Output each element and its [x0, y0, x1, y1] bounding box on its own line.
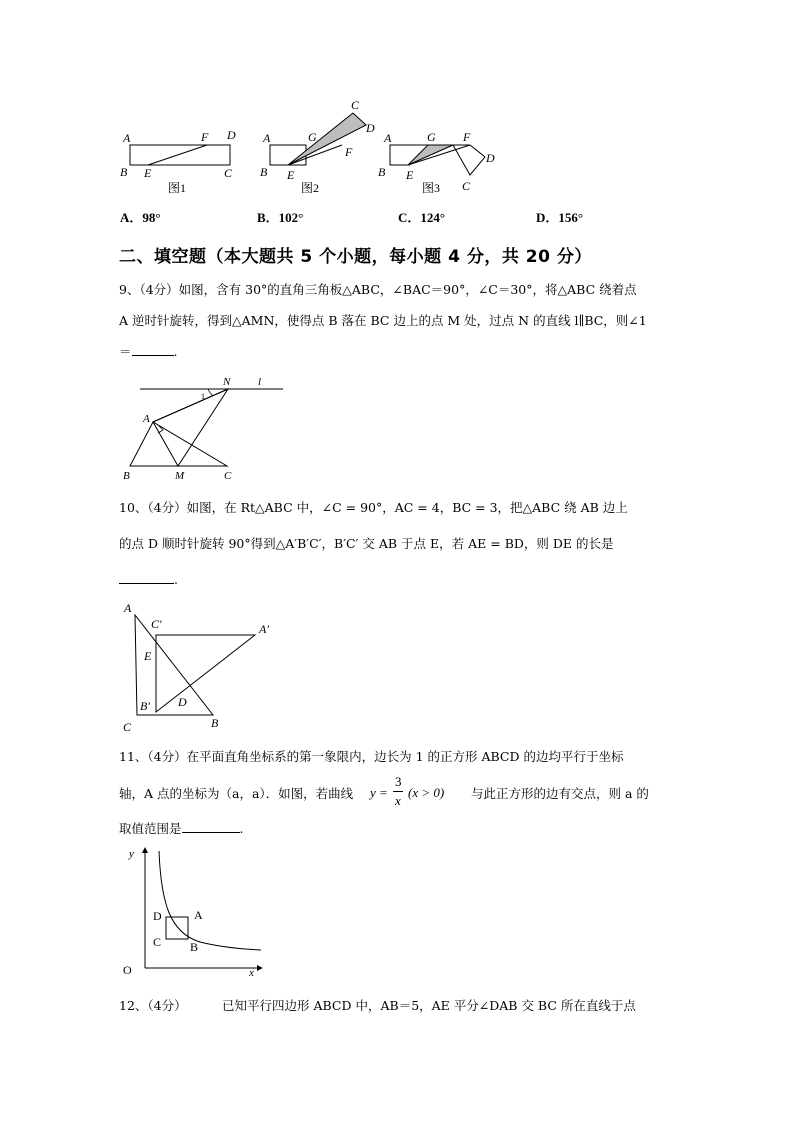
q8-option-c-letter: C． [398, 210, 421, 225]
q11-line-3 [119, 819, 244, 838]
q10-line-1: 10、（4分）如图，在 Rt△ABC 中，∠C = 90°，AC = 4，BC = 3，把△ABC 绕 AB 边上 [119, 500, 628, 515]
fig1-label-d: D [227, 128, 236, 142]
q11-formula-numerator: 3 [395, 774, 402, 789]
fig3-label-e: E [406, 168, 414, 182]
q11-period: . [239, 821, 244, 836]
q8-figure-1 [120, 128, 236, 195]
fig2-label-g: G [308, 130, 317, 144]
q11-label-d: D [153, 909, 162, 923]
fig1-label-f: F [201, 130, 209, 144]
q10-label-d: D [178, 695, 187, 709]
q11-label-a: A [194, 908, 203, 922]
q8-option-b-letter: B． [257, 210, 279, 225]
q9-label-n: N [223, 376, 231, 388]
q10-period: . [174, 572, 178, 587]
q10-label-e: E [144, 649, 152, 663]
q12-text: 已知平行四边形 ABCD 中，AB＝5，AE 平分∠DAB 交 BC 所在直线于点 [222, 998, 636, 1013]
q9-label-m: M [175, 470, 185, 482]
q9-label-b: B [123, 470, 130, 482]
q11-line-2-b: 与此正方形的边有交点，则 a 的 [471, 786, 649, 801]
q9-answer-blank[interactable] [132, 342, 174, 356]
q8-figure-2 [260, 98, 375, 195]
q12-number: 12、（4分） [119, 998, 187, 1013]
q11-label-b: B [190, 940, 199, 954]
fig2-label-c: C [351, 98, 360, 112]
q10-line-2: 的点 D 顺时针旋转 90°得到△A′B′C′，B′C′ 交 AB 于点 E，若 AE = BD，则 DE 的长是 [119, 536, 614, 551]
q8-option-a-letter: A． [120, 210, 143, 225]
q8-option-c [398, 207, 445, 226]
fig3-caption: 图3 [422, 181, 441, 195]
q11-axis-y-label: y [129, 848, 134, 860]
q8-option-d-letter: D． [536, 210, 559, 225]
q11-line-2-a: 轴，A 点的坐标为（a，a）．如图，若曲线 [119, 786, 354, 801]
q9-period: . [173, 344, 178, 359]
q9-label-a: A [143, 413, 150, 425]
q11-formula-denominator: x [395, 793, 401, 808]
q10-label-b: B [211, 716, 219, 730]
q10-label-c-prime: C′ [151, 617, 162, 631]
q9-figure [115, 372, 295, 484]
q8-option-d [536, 207, 583, 226]
fig3-label-g: G [427, 130, 436, 144]
fig2-label-b: B [260, 165, 268, 179]
q10-answer-blank[interactable] [119, 570, 174, 584]
fig1-label-a: A [123, 131, 131, 145]
q10-line-3 [119, 570, 178, 589]
section-2-title: 二、填空题（本大题共 5 个小题，每小题 4 分，共 20 分） [119, 247, 592, 267]
q8-option-c-value: 124° [420, 210, 446, 225]
q9-line-3 [119, 342, 178, 361]
fig3-label-f: F [463, 130, 471, 144]
q8-option-b [257, 207, 303, 226]
fig1-label-b: B [120, 165, 128, 179]
q9-label-c: C [224, 470, 232, 482]
q8-figure-3 [378, 130, 495, 195]
fig1-caption: 图1 [168, 181, 187, 195]
q8-option-a-value: 98° [142, 210, 161, 225]
q9-line-2: A 逆时针旋转，得到△AMN，使得点 B 落在 BC 边上的点 M 处，过点 N 的直线 l∥BC，则∠1 [119, 313, 647, 328]
q8-option-a [120, 207, 161, 226]
q9-line-1: 9、（4分）如图，含有 30°的直角三角板△ABC，∠BAC＝90°，∠C＝30°，将△ABC 绕着点 [119, 282, 637, 297]
q11-answer-blank[interactable] [182, 819, 240, 833]
q10-label-a: A [124, 601, 132, 615]
q9-label-l: l [258, 376, 262, 388]
q10-label-a-prime: A′ [259, 622, 269, 636]
q9-label-angle-1: 1 [201, 392, 205, 401]
q8-option-b-value: 102° [278, 210, 304, 225]
fig3-label-d: D [486, 151, 495, 165]
q8-figures [110, 95, 510, 200]
fig3-label-c: C [462, 179, 471, 193]
fig2-label-f: F [345, 145, 353, 159]
q11-formula-bar [393, 791, 403, 792]
fig3-label-b: B [378, 165, 386, 179]
q11-origin-label: O [123, 963, 132, 977]
q11-range-label: 取值范围是 [119, 821, 182, 836]
fig2-label-a: A [263, 131, 271, 145]
q11-label-c: C [153, 935, 162, 949]
fig2-label-e: E [287, 168, 295, 182]
fig1-label-c: C [224, 166, 233, 180]
q11-formula-y: y = [370, 785, 388, 800]
q10-label-c: C [123, 720, 132, 733]
q11-formula-condition: (x > 0) [408, 785, 445, 800]
fig2-label-d: D [366, 121, 375, 135]
q11-line-2 [119, 784, 353, 803]
fig3-label-a: A [384, 131, 392, 145]
q9-equals: ＝ [119, 344, 132, 359]
fig1-label-e: E [144, 166, 152, 180]
q11-figure [115, 843, 265, 981]
q11-line-1: 11、（4分）在平面直角坐标系的第一象限内，边长为 1 的正方形 ABCD 的边均平行于坐标 [119, 749, 624, 764]
q11-axis-x-label: x [249, 967, 254, 979]
fig2-caption: 图2 [301, 181, 320, 195]
q8-option-d-value: 156° [558, 210, 584, 225]
q10-figure [115, 598, 285, 733]
q10-label-b-prime: B′ [140, 699, 150, 713]
